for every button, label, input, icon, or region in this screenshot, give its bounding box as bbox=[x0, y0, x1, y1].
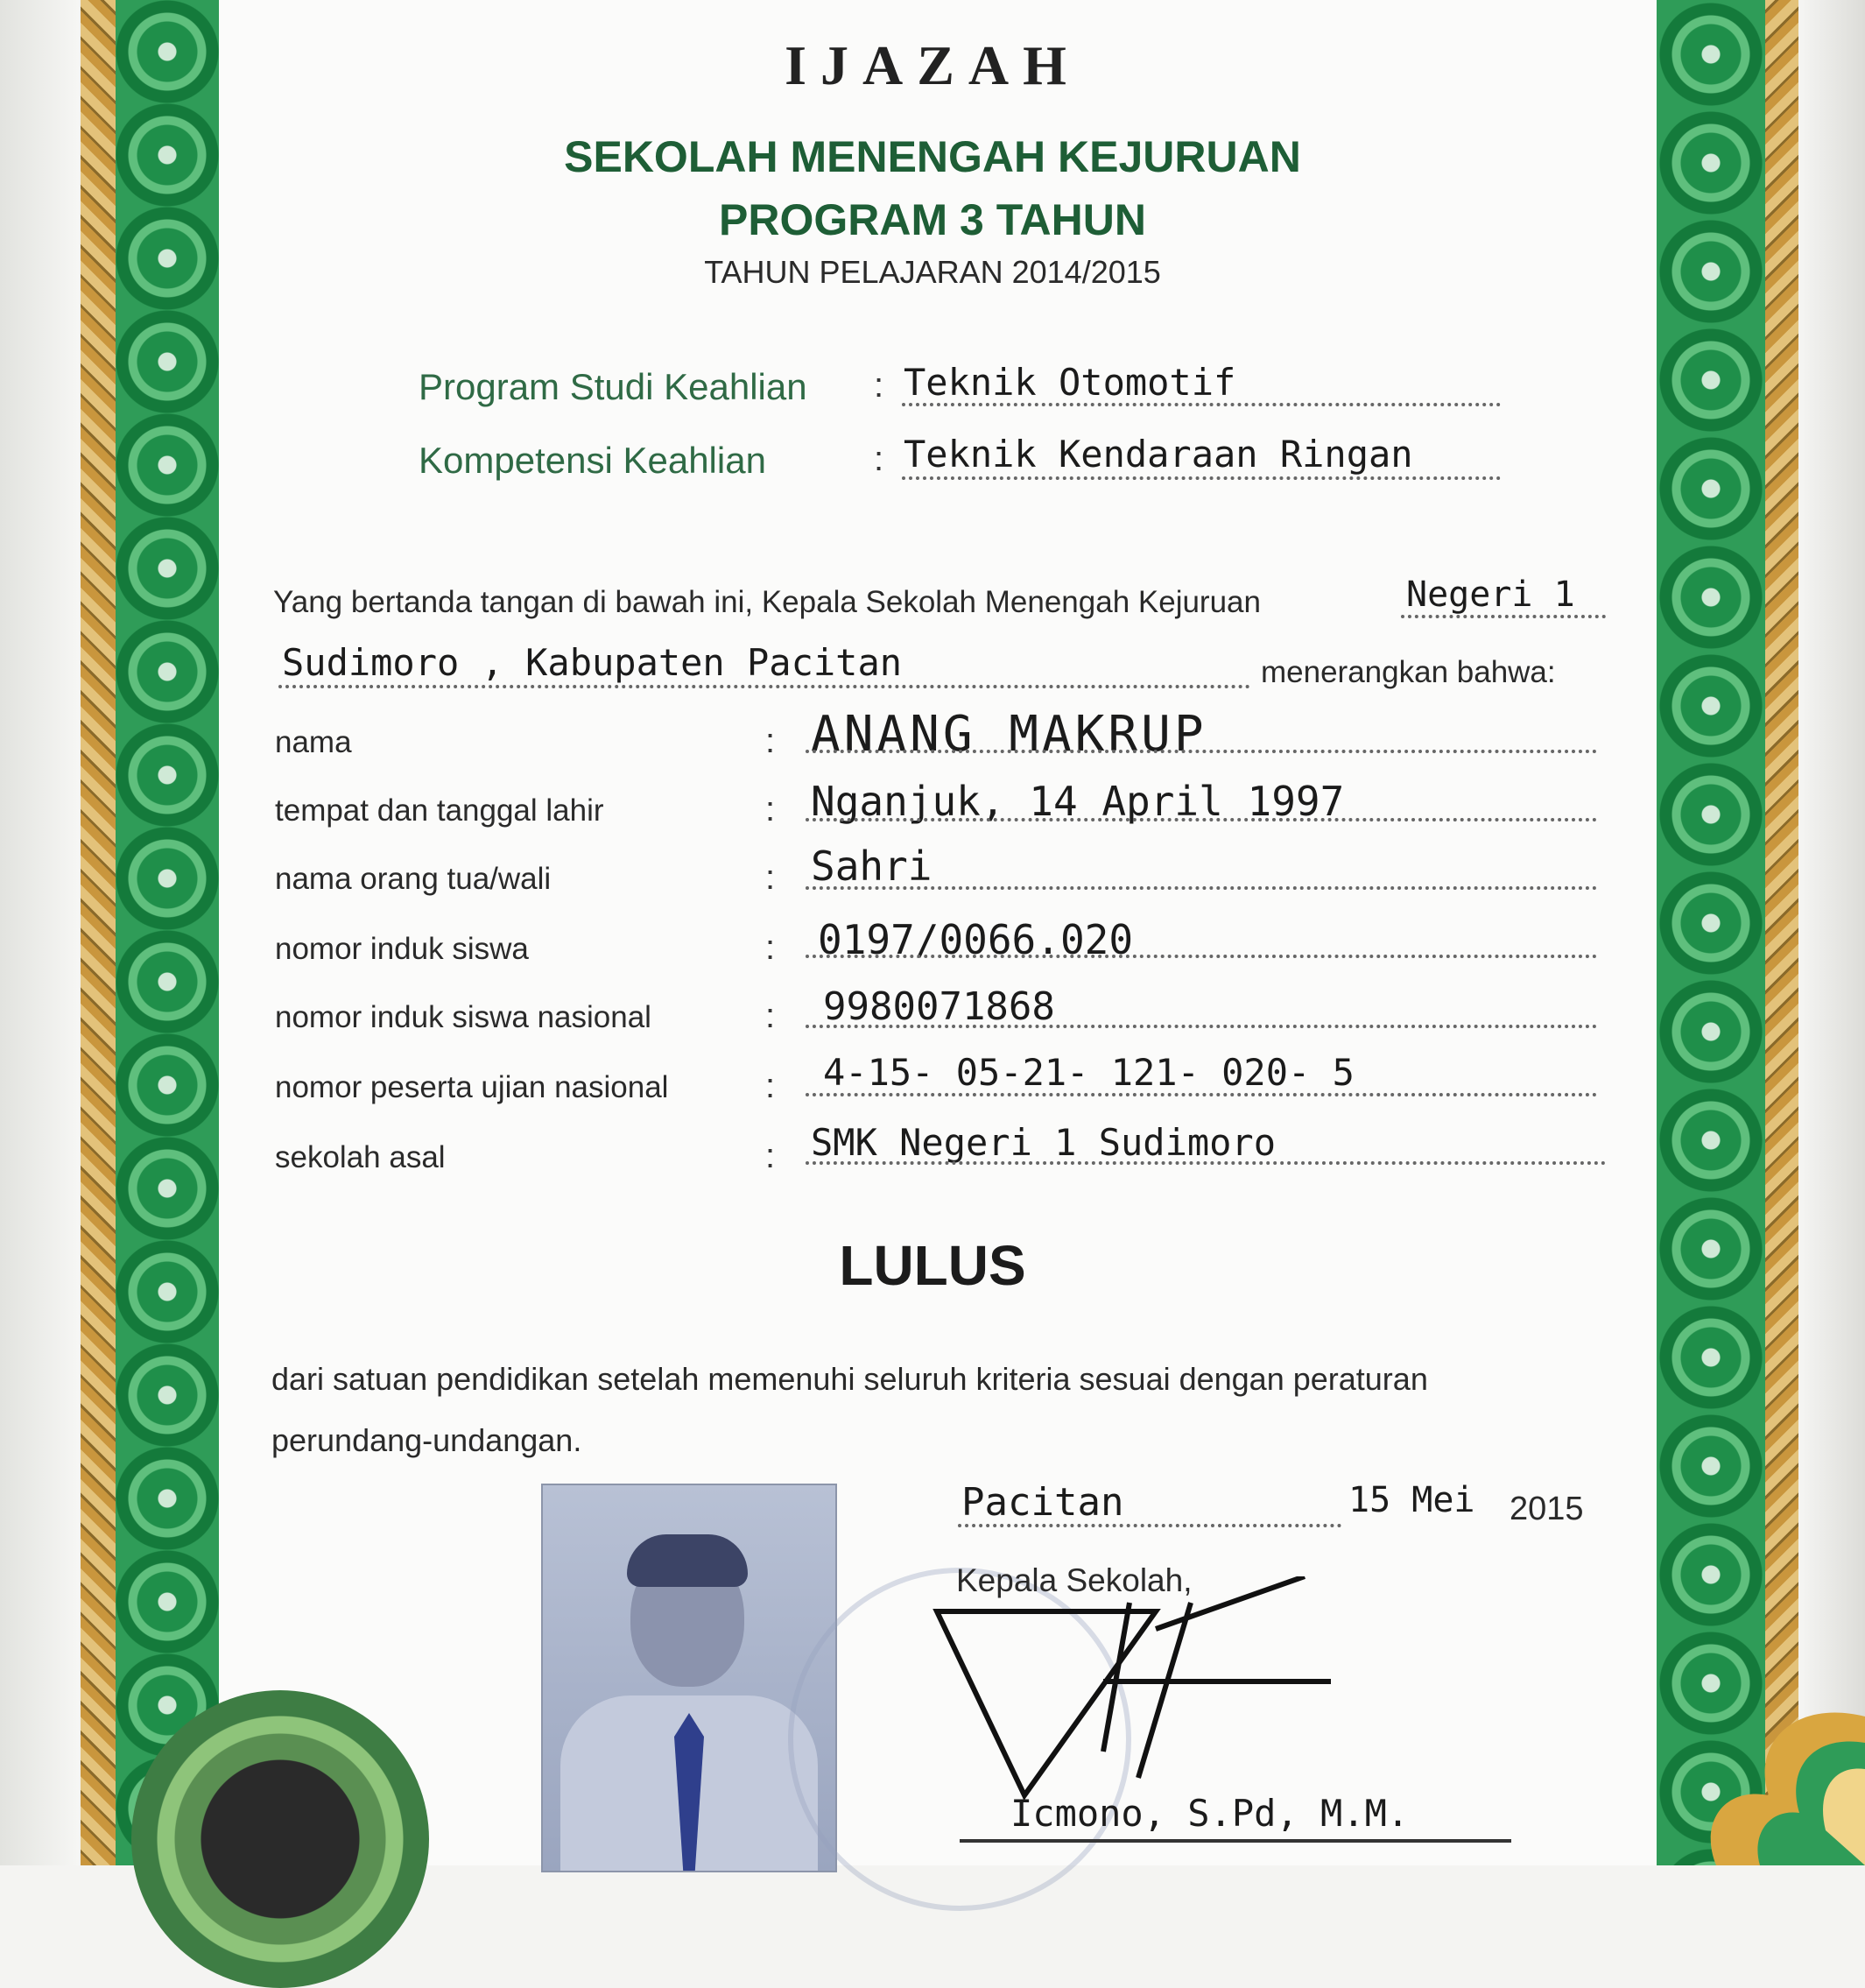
exam-number-value: 4-15- 05-21- 121- 020- 5 bbox=[823, 1051, 1355, 1094]
student-name-label: nama bbox=[275, 725, 352, 759]
row-dotted-line bbox=[806, 750, 1597, 753]
birth-value: Nganjuk, 14 April 1997 bbox=[811, 778, 1345, 825]
row-colon: : bbox=[765, 722, 776, 760]
row-dotted-line bbox=[806, 1093, 1597, 1096]
sign-date: 15 Mei bbox=[1348, 1480, 1475, 1520]
school-name-dotted-line bbox=[1401, 615, 1606, 618]
row-colon: : bbox=[765, 858, 776, 897]
row-dotted-line bbox=[806, 1025, 1597, 1028]
school-location-dotted-line bbox=[278, 685, 1250, 688]
student-id-value: 0197/0066.020 bbox=[818, 916, 1134, 963]
competency-colon: : bbox=[874, 440, 884, 478]
nisn-label: nomor induk siswa nasional bbox=[275, 1000, 651, 1034]
row-colon: : bbox=[765, 1067, 776, 1105]
program-colon: : bbox=[874, 366, 884, 405]
competency-value: Teknik Kendaraan Ringan bbox=[904, 433, 1413, 476]
education-office-seal bbox=[131, 1690, 429, 1988]
statement-intro: Yang bertanda tangan di bawah ini, Kepala Sekolah Menengah Kejuruan bbox=[273, 585, 1261, 619]
row-dotted-line bbox=[806, 1161, 1606, 1165]
parent-label: nama orang tua/wali bbox=[275, 862, 552, 896]
row-colon: : bbox=[765, 997, 776, 1035]
origin-school-value: SMK Negeri 1 Sudimoro bbox=[811, 1121, 1277, 1164]
parent-value: Sahri bbox=[811, 842, 932, 890]
principal-name-line bbox=[960, 1839, 1511, 1843]
certificate-title: IJAZAH bbox=[785, 34, 1080, 96]
student-id-label: nomor induk siswa bbox=[275, 932, 529, 966]
exam-number-label: nomor peserta ujian nasional bbox=[275, 1070, 669, 1104]
gold-corner-ornament bbox=[1620, 1664, 1865, 1865]
row-colon: : bbox=[765, 1137, 776, 1175]
school-name-part2: Sudimoro , Kabupaten Pacitan bbox=[282, 641, 903, 684]
school-type-heading: SEKOLAH MENENGAH KEJURUAN bbox=[564, 132, 1301, 181]
row-colon: : bbox=[765, 790, 776, 828]
program-dotted-line bbox=[902, 403, 1501, 406]
sign-place-dotted-line bbox=[958, 1524, 1341, 1527]
origin-school-label: sekolah asal bbox=[275, 1140, 446, 1174]
program-label: Program Studi Keahlian bbox=[419, 366, 807, 407]
statement-explains: menerangkan bahwa: bbox=[1261, 655, 1556, 689]
competency-label: Kompetensi Keahlian bbox=[419, 440, 766, 481]
row-dotted-line bbox=[806, 886, 1597, 890]
student-name-value: ANANG MAKRUP bbox=[811, 706, 1207, 763]
sign-place: Pacitan bbox=[961, 1480, 1124, 1525]
result-text-line1: dari satuan pendidikan setelah memenuhi seluruh kriteria sesuai dengan peraturan bbox=[271, 1361, 1428, 1397]
sign-year: 2015 bbox=[1510, 1491, 1584, 1527]
graduation-status: LULUS bbox=[839, 1234, 1026, 1297]
academic-year: TAHUN PELAJARAN 2014/2015 bbox=[704, 254, 1161, 290]
principal-role: Kepala Sekolah, bbox=[956, 1562, 1193, 1598]
row-dotted-line bbox=[806, 818, 1597, 821]
principal-name: Icmono, S.Pd, M.M. bbox=[1010, 1792, 1410, 1835]
result-text-line2: perundang-undangan. bbox=[271, 1422, 582, 1458]
nisn-value: 9980071868 bbox=[823, 984, 1055, 1029]
birth-label: tempat dan tanggal lahir bbox=[275, 793, 604, 828]
school-name-part1: Negeri 1 bbox=[1406, 575, 1575, 615]
row-dotted-line bbox=[806, 955, 1597, 958]
competency-dotted-line bbox=[902, 476, 1501, 480]
program-heading: PROGRAM 3 TAHUN bbox=[719, 195, 1146, 244]
program-value: Teknik Otomotif bbox=[904, 361, 1236, 404]
principal-signature bbox=[928, 1576, 1348, 1822]
row-colon: : bbox=[765, 928, 776, 967]
photo-hair bbox=[627, 1534, 748, 1587]
student-photo bbox=[541, 1484, 837, 1872]
